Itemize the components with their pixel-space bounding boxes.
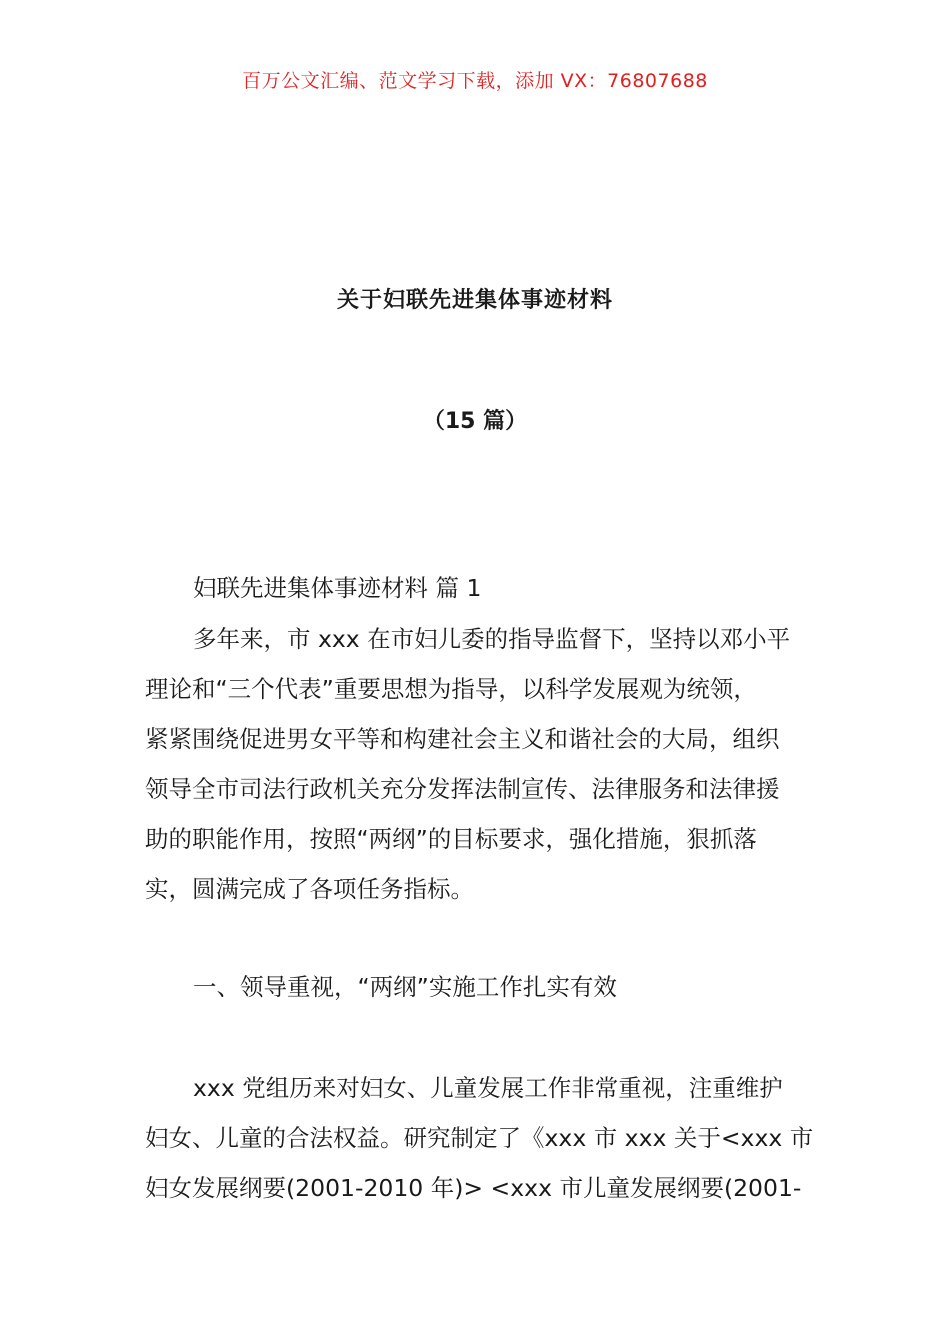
paragraph-line: 妇女、儿童的合法权益。研究制定了《xxx 市 xxx 关于<xxx 市	[145, 1124, 814, 1152]
document-title: 关于妇联先进集体事迹材料	[336, 288, 613, 313]
document-subtitle: （15 篇）	[422, 409, 528, 434]
paragraph-line: 理论和“三个代表”重要思想为指导，以科学发展观为统领，	[145, 675, 757, 703]
paragraph-line: 妇女发展纲要(2001-2010 年)> <xxx 市儿童发展纲要(2001-	[145, 1174, 802, 1202]
header-note: 百万公文汇编、范文学习下载，添加 VX：76807688	[242, 70, 708, 92]
paragraph-line: 紧紧围绕促进男女平等和构建社会主义和谐社会的大局，组织	[145, 725, 780, 753]
subheading-1: 一、领导重视，“两纲”实施工作扎实有效	[193, 973, 617, 1001]
paragraph-line: 助的职能作用，按照“两纲”的目标要求，强化措施，狠抓落	[145, 825, 757, 853]
paragraph-line: 实，圆满完成了各项任务指标。	[145, 875, 474, 903]
paragraph-line: 多年来，市 xxx 在市妇儿委的指导监督下，坚持以邓小平	[193, 625, 791, 653]
paragraph-line: xxx 党组历来对妇女、儿童发展工作非常重视，注重维护	[193, 1074, 783, 1102]
section-heading: 妇联先进集体事迹材料 篇 1	[193, 574, 482, 602]
paragraph-line: 领导全市司法行政机关充分发挥法制宣传、法律服务和法律援	[145, 775, 780, 803]
